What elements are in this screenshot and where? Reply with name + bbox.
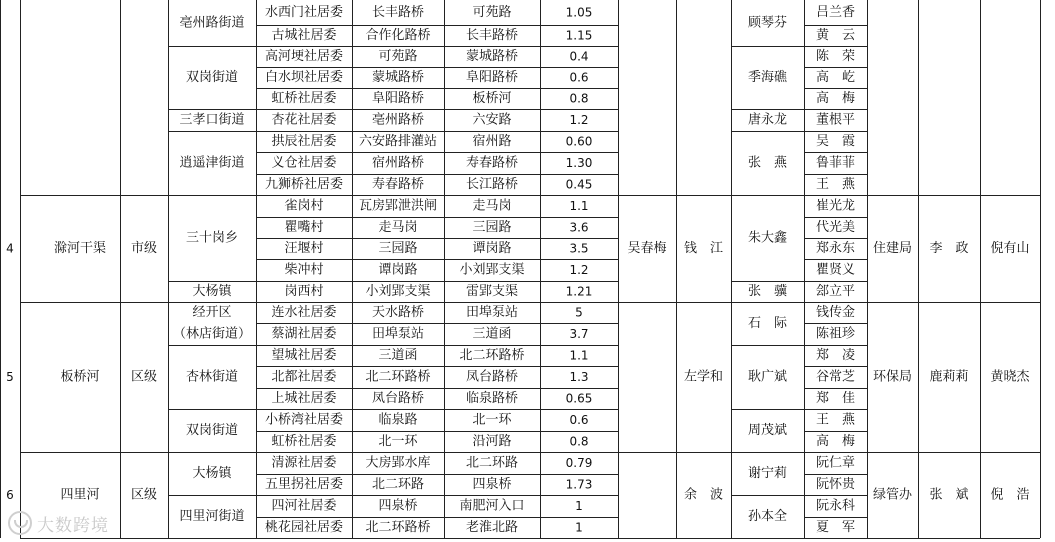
cell-unit-staff: 黄晓杰 <box>990 369 1030 385</box>
cell-river-no: 4 <box>6 241 14 256</box>
cell-from: 临泉路 <box>378 412 418 428</box>
cell-patrol: 吕兰香 <box>815 5 856 20</box>
cell-from: 北二环路桥 <box>365 520 431 535</box>
cell-patrol: 钱传金 <box>815 305 856 320</box>
cell-patrol: 高 屹 <box>815 70 856 85</box>
cell-patrol: 阮仁章 <box>815 455 856 471</box>
cell-from: 小刘郢支渠 <box>365 284 431 299</box>
cell-to: 雷郢支渠 <box>465 284 519 299</box>
cell-length: 3.5 <box>569 241 589 256</box>
cell-to: 宿州路 <box>472 134 512 149</box>
cell-to: 寿春路桥 <box>465 155 519 171</box>
cell-district: 双岗街道 <box>185 423 239 438</box>
cell-town-chief: 季海礁 <box>747 70 788 85</box>
cell-to: 沿河路 <box>472 434 512 449</box>
cell-patrol: 崔光龙 <box>815 198 856 214</box>
cell-community: 瞿嘴村 <box>284 220 324 235</box>
cell-community: 北都社居委 <box>271 369 337 385</box>
cell-length: 1.2 <box>569 263 589 277</box>
cell-from: 蒙城路桥 <box>371 70 425 85</box>
cell-from: 阜阳路桥 <box>371 91 425 106</box>
cell-town-chief: 谢宁莉 <box>747 466 788 481</box>
cell-from: 寿春路桥 <box>371 177 425 192</box>
cell-length: 0.8 <box>569 434 589 449</box>
cell-from: 瓦房郢泄洪闸 <box>358 198 438 214</box>
cell-length: 0.45 <box>565 177 593 192</box>
cell-community: 连水社居委 <box>271 305 337 320</box>
cell-to: 蒙城路桥 <box>465 49 519 64</box>
cell-town-chief: 耿广斌 <box>747 369 788 385</box>
cell-district: 亳州路街道 <box>179 15 245 31</box>
cell-from: 大房郢水库 <box>365 455 431 471</box>
cell-length: 0.4 <box>569 49 589 64</box>
cell-unit: 环保局 <box>872 369 913 385</box>
cell-length: 5 <box>575 305 583 320</box>
cell-to: 长江路桥 <box>465 177 519 192</box>
cell-town-chief: 孙本全 <box>747 509 788 524</box>
cell-patrol: 谷常芝 <box>815 369 856 385</box>
cell-community: 九狮桥社居委 <box>264 177 344 192</box>
cell-community: 汪堰村 <box>284 241 324 256</box>
cell-river-name: 四里河 <box>60 487 100 503</box>
cell-to: 北二环路 <box>465 455 519 471</box>
cell-to: 三道函 <box>472 326 512 342</box>
cell-length: 0.60 <box>565 134 593 149</box>
cell-to: 四泉桥 <box>472 477 512 492</box>
cell-length: 1.1 <box>569 348 589 363</box>
cell-to: 北一环 <box>472 412 512 428</box>
cell-community: 四河社居委 <box>271 498 337 514</box>
cell-to: 三园路 <box>472 220 512 235</box>
cell-river-no: 5 <box>6 370 14 384</box>
cell-community: 水西门社居委 <box>264 5 344 20</box>
cell-community: 古城社居委 <box>271 28 337 43</box>
cell-community: 五里拐社居委 <box>264 477 344 492</box>
cell-patrol: 代光美 <box>815 220 856 235</box>
cell-patrol: 高 梅 <box>815 91 856 106</box>
cell-community: 岗西村 <box>284 284 324 299</box>
cell-from: 天水路桥 <box>371 305 425 320</box>
cell-patrol: 王 燕 <box>815 412 856 428</box>
cell-length: 1.15 <box>565 28 593 43</box>
cell-community: 望城社居委 <box>271 348 337 363</box>
cell-from: 可苑路 <box>378 49 418 64</box>
cell-length: 0.6 <box>569 70 589 85</box>
cell-community: 上城社居委 <box>271 391 337 406</box>
cell-community: 小桥湾社居委 <box>264 412 344 428</box>
cell-town-chief: 朱大鑫 <box>747 230 788 246</box>
cell-unit-staff: 倪有山 <box>990 241 1030 256</box>
cell-river-name: 板桥河 <box>60 369 100 385</box>
cell-town-chief: 石 际 <box>747 316 788 331</box>
cell-community: 雀岗村 <box>284 198 324 214</box>
cell-community: 虹桥社居委 <box>271 434 337 449</box>
cell-from: 三道函 <box>378 348 418 363</box>
cell-town-chief: 张 骥 <box>747 284 788 299</box>
cell-patrol: 鲁菲菲 <box>815 155 856 171</box>
cell-from: 四泉桥 <box>378 498 418 514</box>
cell-district: 双岗街道 <box>185 70 239 85</box>
cell-river-level: 区级 <box>130 369 158 385</box>
cell-district: 三孝口街道 <box>179 112 245 128</box>
cell-patrol: 郑 凌 <box>815 348 856 363</box>
cell-river-name: 滁河干渠 <box>53 241 107 256</box>
cell-from: 走马岗 <box>378 220 418 235</box>
cell-length: 1.05 <box>565 5 593 20</box>
cell-to: 板桥河 <box>472 91 512 106</box>
cell-length: 1 <box>575 520 583 535</box>
cell-length: 1.21 <box>565 284 593 299</box>
cell-from: 北二环路桥 <box>365 369 431 385</box>
cell-town-chief: 周茂斌 <box>747 423 788 438</box>
cell-patrol: 王 燕 <box>815 177 856 192</box>
cell-county-leader: 余 波 <box>683 487 724 503</box>
cell-district: （林店街道） <box>172 326 252 342</box>
cell-district: 逍遥津街道 <box>179 155 245 171</box>
cell-unit: 住建局 <box>872 241 913 256</box>
cell-from: 六安路排灌站 <box>358 134 438 149</box>
cell-unit: 绿管办 <box>872 487 913 503</box>
cell-from: 田埠泵站 <box>371 326 425 342</box>
cell-to: 长丰路桥 <box>465 28 519 43</box>
cell-length: 1.30 <box>565 156 593 170</box>
cell-district: 杏林街道 <box>185 369 239 385</box>
cell-river-no: 6 <box>6 488 14 502</box>
cell-town-chief: 顾琴芬 <box>747 15 788 31</box>
cell-patrol: 陈祖珍 <box>815 326 856 342</box>
cell-from: 长丰路桥 <box>371 5 425 20</box>
cell-to: 临泉路桥 <box>465 391 519 406</box>
cell-to: 六安路 <box>472 112 512 128</box>
cell-patrol: 黄 云 <box>815 28 856 43</box>
cell-town-chief: 张 燕 <box>747 155 788 171</box>
cell-length: 0.79 <box>565 456 593 470</box>
cell-community: 义仓社居委 <box>271 155 337 171</box>
cell-unit-chief: 鹿莉莉 <box>929 369 969 385</box>
cell-patrol: 郐立平 <box>815 284 856 299</box>
cell-community: 杏花社居委 <box>271 112 337 128</box>
cell-district: 经开区 <box>192 305 232 320</box>
cell-district: 三十岗乡 <box>185 230 239 246</box>
cell-community: 白水坝社居委 <box>264 70 344 85</box>
cell-patrol: 陈 荣 <box>815 49 856 64</box>
cell-county-chief: 吴春梅 <box>627 241 667 256</box>
cell-length: 1 <box>575 499 583 513</box>
cell-patrol: 高 梅 <box>815 434 856 449</box>
cell-community: 高河埂社居委 <box>264 49 344 64</box>
cell-community: 虹桥社居委 <box>271 91 337 106</box>
cell-district: 四里河街道 <box>179 509 245 524</box>
cell-to: 阜阳路桥 <box>465 70 519 85</box>
cell-community: 拱辰社居委 <box>271 134 337 149</box>
cell-unit-staff: 倪 浩 <box>990 487 1030 503</box>
cell-length: 3.7 <box>569 327 589 341</box>
cell-river-level: 市级 <box>130 241 158 256</box>
cell-from: 亳州路桥 <box>371 112 425 128</box>
cell-length: 0.65 <box>565 391 593 406</box>
cell-to: 南肥河入口 <box>459 498 525 514</box>
cell-unit-chief: 张 斌 <box>929 487 969 503</box>
cell-to: 老淮北路 <box>465 520 519 535</box>
cell-from: 北二环路 <box>371 477 425 492</box>
cell-length: 0.6 <box>569 413 589 427</box>
cell-to: 田埠泵站 <box>465 305 519 320</box>
cell-district: 大杨镇 <box>192 284 232 299</box>
cell-length: 1.1 <box>569 199 589 213</box>
cell-from: 北一环 <box>378 434 418 449</box>
cell-to: 凤台路桥 <box>465 369 519 385</box>
cell-to: 走马岗 <box>472 198 512 214</box>
cell-from: 三园路 <box>378 241 418 256</box>
cell-patrol: 郑 佳 <box>815 391 856 406</box>
cell-length: 3.6 <box>569 220 589 235</box>
cell-patrol: 瞿贤义 <box>815 262 856 278</box>
cell-community: 蔡湖社居委 <box>271 326 337 342</box>
cell-length: 0.8 <box>569 91 589 106</box>
cell-district: 大杨镇 <box>192 466 232 481</box>
cell-patrol: 夏 军 <box>815 520 856 535</box>
cell-to: 北二环路桥 <box>459 348 525 363</box>
cell-from: 合作化路桥 <box>365 28 431 43</box>
cell-to: 谭岗路 <box>472 241 512 256</box>
cell-river-level: 区级 <box>130 487 158 503</box>
cell-length: 1.3 <box>569 370 589 384</box>
cell-patrol: 阮怀贵 <box>815 477 856 492</box>
cell-patrol: 郑永东 <box>815 241 856 256</box>
cell-patrol: 吴 霞 <box>815 134 856 149</box>
cell-to: 小刘郢支渠 <box>459 262 525 278</box>
cell-town-chief: 唐永龙 <box>747 112 788 128</box>
cell-patrol: 董根平 <box>815 112 856 128</box>
cell-county-leader: 左学和 <box>683 369 724 385</box>
cell-patrol: 阮永科 <box>815 498 856 514</box>
cell-unit-chief: 李 政 <box>929 241 969 256</box>
cell-from: 宿州路桥 <box>371 155 425 171</box>
cell-community: 桃花园社居委 <box>264 520 344 535</box>
watermark-text: 大数跨境 <box>37 515 109 536</box>
cell-community: 柴冲村 <box>284 262 324 278</box>
cell-length: 1.2 <box>569 113 589 127</box>
cell-county-leader: 钱 江 <box>683 241 724 256</box>
cell-length: 1.73 <box>565 477 593 492</box>
cell-from: 凤台路桥 <box>371 391 425 406</box>
cell-community: 清源社居委 <box>271 455 337 471</box>
cell-from: 谭岗路 <box>378 262 418 278</box>
cell-to: 可苑路 <box>472 5 512 20</box>
